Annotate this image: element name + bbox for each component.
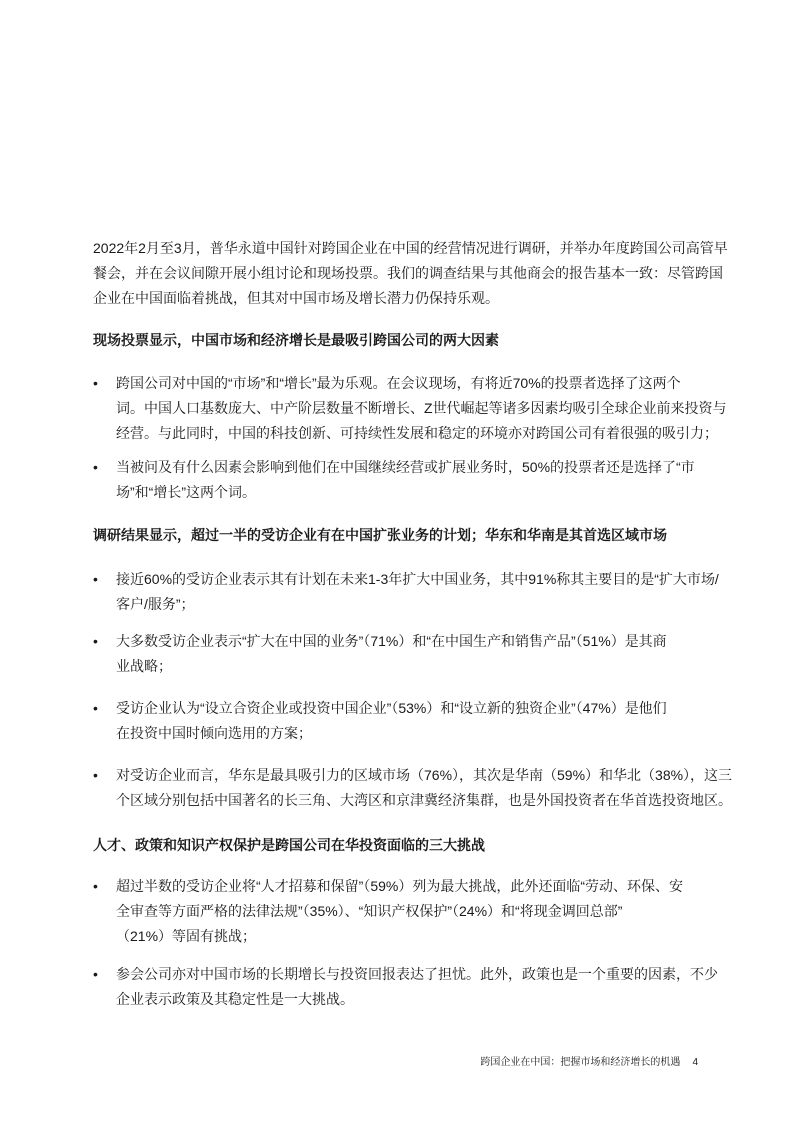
heading-text: 调研结果显示，超过一半的受访企业有在中国扩张业务的计划；华东和华南是其首选区域市场: [93, 527, 667, 543]
text-line: 客户/服务”；: [116, 596, 195, 612]
list-item: [93, 567, 719, 617]
bullet-list: [93, 371, 727, 501]
list-item: [93, 874, 708, 949]
text-line: 在投资中国时倾向选用的方案；: [116, 725, 312, 741]
bullet-icon: •: [93, 571, 98, 587]
text-line: 全审查等方面严格的法律法规”（35%）、“知识产权保护”（24%）和“将现金调回总部”: [116, 903, 623, 919]
list-item: [93, 455, 708, 505]
text-line: 当被问及有什么因素会影响到他们在中国继续经营或扩展业务时，50%的投票者还是选择了“市: [116, 459, 695, 475]
bullet-icon: •: [93, 700, 98, 716]
text-line: 对受访企业而言，华东是最具吸引力的区域市场（76%），其次是华南（59%）和华北（38%），这三: [116, 767, 733, 783]
text-line: 企业表示政策及其稳定性是一大挑战。: [116, 991, 354, 1007]
section-heading: [93, 328, 708, 353]
bullet-icon: •: [93, 878, 98, 894]
bullet-list: [93, 567, 733, 817]
footer-title: 跨国企业在中国：把握市场和经济增长的机遇: [480, 1057, 681, 1068]
list-item: [93, 371, 727, 446]
text-line: 词。中国人口基数庞大、中产阶层数量不断增长、Z世代崛起等诸多因素均吸引全球企业前来投资与: [116, 400, 727, 416]
intro-paragraph: [93, 236, 728, 311]
text-line: 超过半数的受访企业将“人才招募和保留”（59%）列为最大挑战，此外还面临“劳动、环保、安: [116, 878, 684, 894]
text-line: 跨国公司对中国的“市场”和“增长”最为乐观。在会议现场，有将近70%的投票者选择了这两个: [116, 375, 681, 391]
text-line: 接近60%的受访企业表示其有计划在未来1-3年扩大中国业务，其中91%称其主要目的是“扩大市场/: [116, 571, 719, 587]
text-line: 大多数受访企业表示“扩大在中国的业务”（71%）和“在中国生产和销售产品”（51%）是其商: [116, 633, 667, 649]
list-item: [93, 962, 718, 1012]
list-item: [93, 763, 733, 813]
heading-text: 现场投票显示，中国市场和经济增长是最吸引跨国公司的两大因素: [93, 332, 499, 348]
text-line: 餐会，并在会议间隙开展小组讨论和现场投票。我们的调查结果与其他商会的报告基本一致：尽管跨国: [93, 265, 723, 281]
bullet-icon: •: [93, 459, 98, 475]
text-line: 个区域分别包括中国著名的长三角、大湾区和京津冀经济集群，也是外国投资者在华首选投资地区。: [116, 792, 732, 808]
bullet-icon: •: [93, 375, 98, 391]
heading-text: 人才、政策和知识产权保护是跨国公司在华投资面临的三大挑战: [93, 837, 485, 853]
list-item: [93, 629, 708, 679]
bullet-icon: •: [93, 966, 98, 982]
text-line: 2022年2月至3月，普华永道中国针对跨国企业在中国的经营情况进行调研，并举办年度跨国公司高管早: [93, 240, 728, 256]
text-line: 参会公司亦对中国市场的长期增长与投资回报表达了担忧。此外，政策也是一个重要的因素，不少: [116, 966, 718, 982]
section-heading: [93, 833, 708, 858]
text-line: 业战略；: [116, 658, 172, 674]
bullet-list: [93, 874, 718, 1024]
text-line: 受访企业认为“设立合资企业或投资中国企业”（53%）和“设立新的独资企业”（47%）是他们: [116, 700, 667, 716]
bullet-icon: •: [93, 633, 98, 649]
page-number: 4: [692, 1057, 698, 1068]
text-line: 经营。与此同时，中国的科技创新、可持续性发展和稳定的环境亦对跨国公司有着很强的吸引力；: [116, 425, 718, 441]
text-line: 企业在中国面临着挑战，但其对中国市场及增长潜力仍保持乐观。: [93, 290, 499, 306]
text-line: （21%）等固有挑战；: [116, 928, 257, 944]
text-line: 场”和“增长”这两个词。: [116, 484, 256, 500]
list-item: [93, 696, 708, 746]
bullet-icon: •: [93, 767, 98, 783]
page-footer: [480, 1054, 698, 1072]
section-heading: [93, 523, 708, 548]
